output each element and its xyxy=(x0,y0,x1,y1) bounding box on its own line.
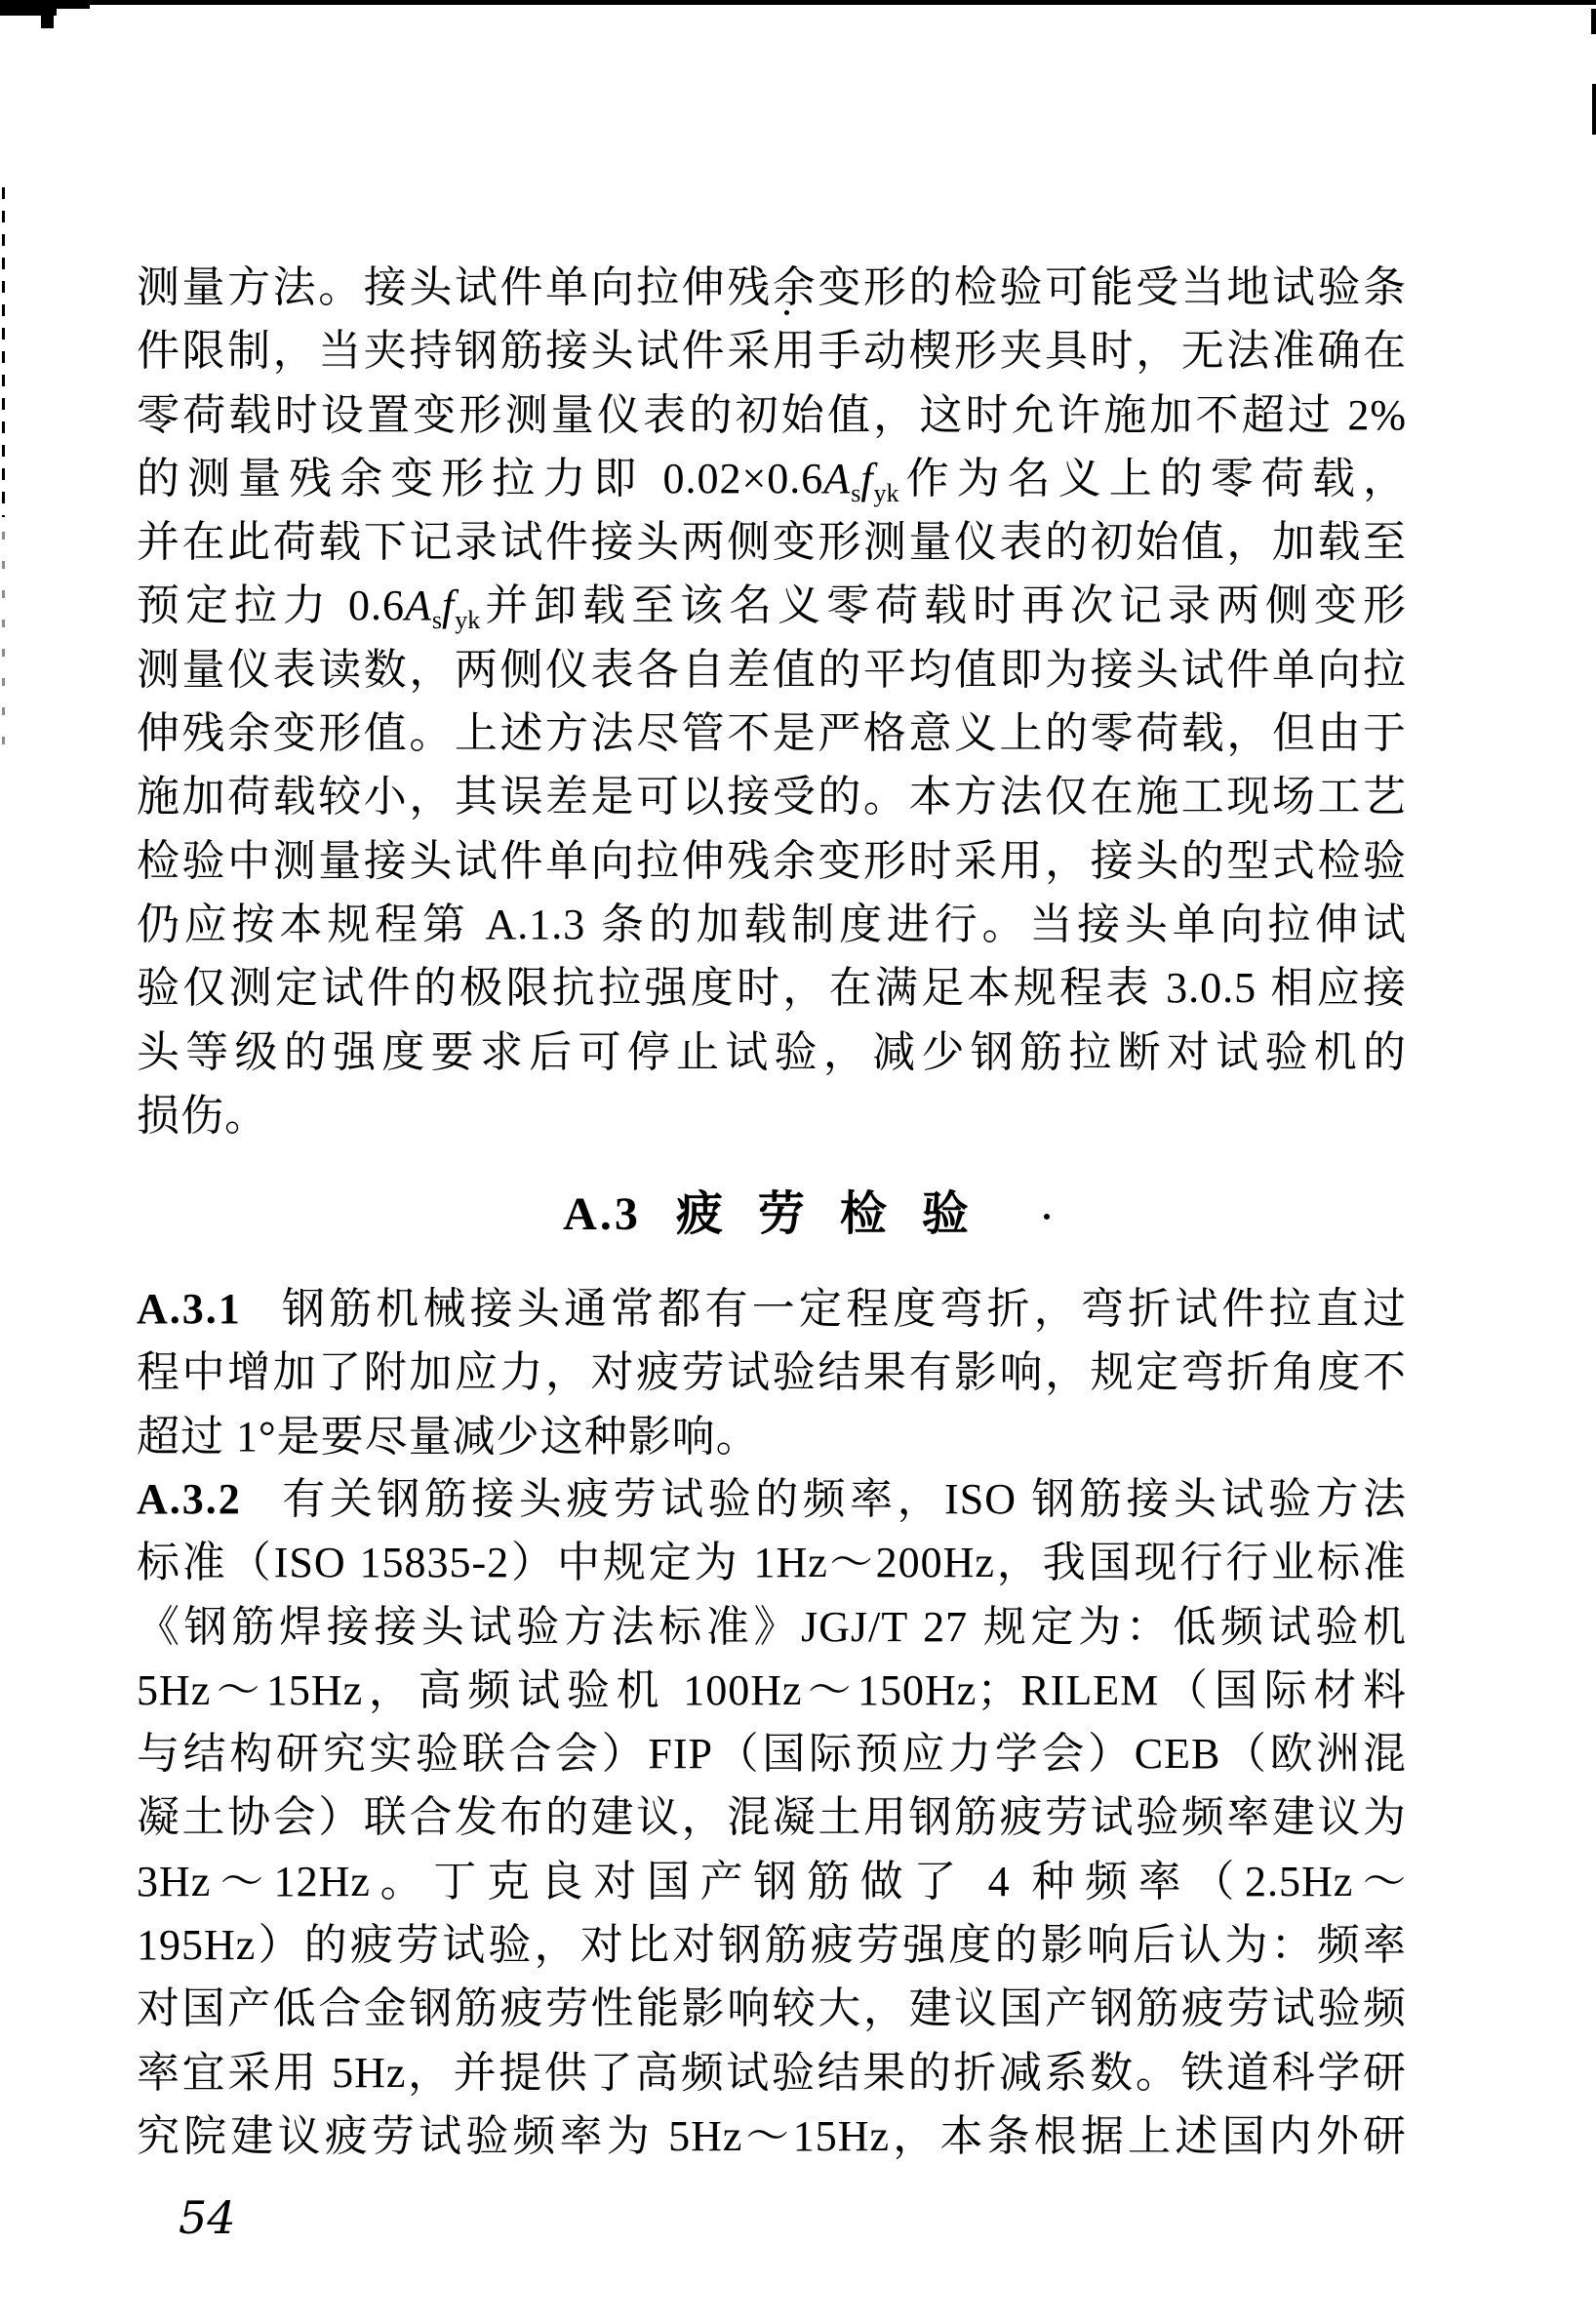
scan-artifact-left-dashes-2 xyxy=(2,532,5,746)
subscript-yk: yk xyxy=(873,478,899,507)
section-title: 疲 劳 检 验 xyxy=(675,1188,980,1240)
paragraph-continuation xyxy=(137,256,1407,1147)
text-line xyxy=(137,1467,1407,1531)
text-line: 5Hz～15Hz，高频试验机 100Hz～150Hz；RILEM（国际材料 xyxy=(137,1665,1407,1714)
text-line: 伸残余变形值。上述方法尽管不是严格意义上的零荷载，但由于 xyxy=(137,709,1407,758)
scan-artifact-top-edge xyxy=(0,0,1596,5)
text-line: 标准（ISO 15835-2）中规定为 1Hz～200Hz，我国现行行业标准 xyxy=(137,1539,1407,1587)
text-line: 与结构研究实验联合会）FIP（国际预应力学会）CEB（欧洲混 xyxy=(137,1730,1407,1779)
variable-f: f xyxy=(860,454,874,502)
subscript-yk: yk xyxy=(455,606,481,635)
text-line: 并在此荷载下记录试件接头两侧变形测量仪表的初始值，加载至 xyxy=(137,518,1407,567)
scan-artifact-left-dashes xyxy=(2,187,5,517)
text-line xyxy=(137,1277,1407,1341)
text-line: 凝土协会）联合发布的建议，混凝土用钢筋疲劳试验频率建议为 xyxy=(137,1793,1407,1842)
text-line: 195Hz）的疲劳试验，对比对钢筋疲劳强度的影响后认为：频率 xyxy=(137,1921,1407,1970)
text-line-formula xyxy=(137,447,1407,510)
clause-text: 有关钢筋接头疲劳试验的频率，ISO 钢筋接头试验方法 xyxy=(278,1475,1407,1523)
clause-a32 xyxy=(137,1467,1407,2168)
text-line-formula xyxy=(137,574,1407,637)
text-line: 《钢筋焊接接头试验方法标准》JGJ/T 27 规定为：低频试验机 xyxy=(137,1602,1407,1651)
variable-f: f xyxy=(441,581,456,630)
page-number: 54 xyxy=(179,2191,236,2244)
formula-pre-text: 的测量残余变形拉力即 0.02×0.6 xyxy=(137,454,824,502)
text-line: 仍应按本规程第 A.1.3 条的加载制度进行。当接头单向拉伸试 xyxy=(137,900,1407,948)
subscript-s: s xyxy=(851,478,861,507)
section-heading xyxy=(137,1182,1407,1247)
scan-artifact-right-mark-1 xyxy=(1591,9,1596,34)
variable-A: A xyxy=(404,581,432,630)
text-line: 对国产低合金钢筋疲劳性能影响较大，建议国产钢筋疲劳试验频 xyxy=(137,1984,1407,2033)
text-line: 超过 1°是要尽量减少这种影响。 xyxy=(137,1412,760,1461)
text-line: 头等级的强度要求后可停止试验，减少钢筋拉断对试验机的 xyxy=(137,1027,1407,1076)
subscript-s: s xyxy=(431,606,442,635)
text-line: 究院建议疲劳试验频率为 5Hz～15Hz，本条根据上述国内外研 xyxy=(137,2111,1407,2160)
text-line: 测量方法。接头试件单向拉伸残余变形的检验可能受当地试验条 xyxy=(137,263,1407,311)
clause-a31 xyxy=(137,1277,1407,1468)
text-line: 3Hz～12Hz。丁克良对国产钢筋做了 4 种频率（2.5Hz～ xyxy=(137,1857,1407,1905)
formula-post-text: 并卸载至该名义零荷载时再次记录两侧变形 xyxy=(480,581,1408,630)
text-line: 验仅测定试件的极限抗拉强度时，在满足本规程表 3.0.5 相应接 xyxy=(137,964,1407,1013)
text-line: 率宜采用 5Hz，并提供了高频试验结果的折减系数。铁道科学研 xyxy=(137,2048,1407,2097)
text-line: 零荷载时设置变形测量仪表的初始值，这时允许施加不超过 2% xyxy=(137,390,1407,439)
text-line: 施加荷载较小，其误差是可以接受的。本方法仅在施工现场工艺 xyxy=(137,773,1407,821)
text-line: 检验中测量接头试件单向拉伸残余变形时采用，接头的型式检验 xyxy=(137,836,1407,885)
clause-text: 钢筋机械接头通常都有一定程度弯折，弯折试件拉直过 xyxy=(278,1285,1407,1333)
text-line: 程中增加了附加应力，对疲劳试验结果有影响，规定弯折角度不 xyxy=(137,1348,1407,1397)
text-line: 件限制，当夹持钢筋接头试件采用手动楔形夹具时，无法准确在 xyxy=(137,327,1407,376)
scan-artifact-right-mark-2 xyxy=(1592,84,1596,135)
scan-artifact-corner-tail xyxy=(41,16,54,28)
variable-A: A xyxy=(823,454,852,502)
text-line: 损伤。 xyxy=(137,1091,268,1140)
section-number: A.3 xyxy=(563,1188,641,1240)
text-line: 测量仪表读数，两侧仪表各自差值的平均值即为接头试件单向拉 xyxy=(137,645,1407,694)
formula-pre-text: 预定拉力 0.6 xyxy=(137,581,405,630)
formula-post-text: 作为名义上的零荷载， xyxy=(898,454,1407,502)
clause-label: A.3.1 xyxy=(137,1285,242,1333)
scan-artifact-corner-blob xyxy=(0,0,57,16)
clause-label: A.3.2 xyxy=(137,1475,242,1523)
